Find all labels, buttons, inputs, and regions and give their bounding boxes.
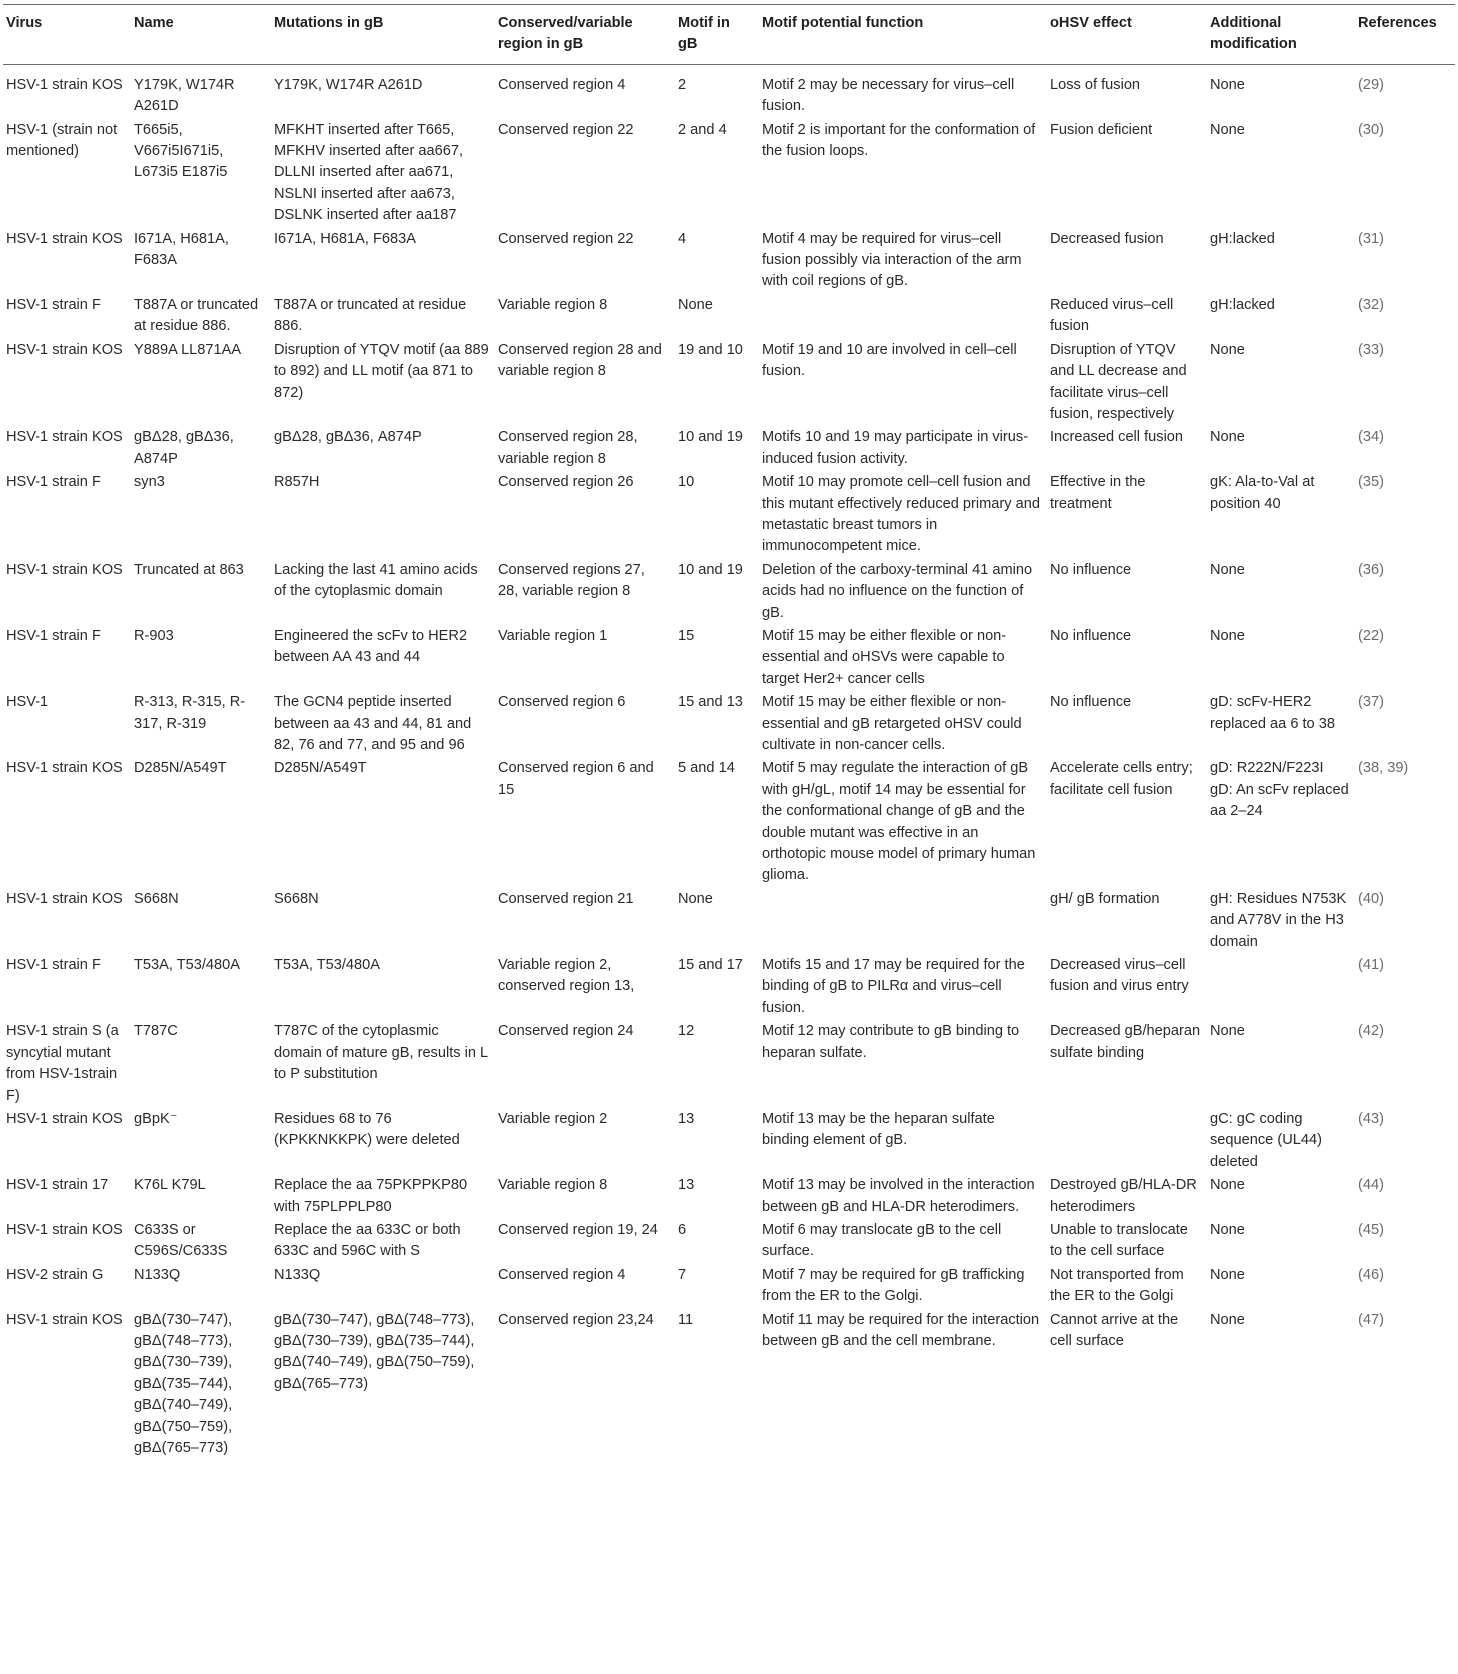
cell-additional-modification: gD: R222N/F223I gD: An scFv replaced aa 2–24 — [1210, 760, 1349, 820]
cell-name: T665i5, V667i5I671i5, L673i5 E187i5 — [134, 121, 228, 181]
cell-virus: HSV-1 strain F — [6, 627, 101, 644]
cell-name: gBΔ28, gBΔ36, A874P — [134, 429, 234, 467]
cell-motif-function: Motif 2 is important for the conformation of the fusion loops. — [762, 121, 1036, 160]
cell-ohsv-effect: No influence — [1050, 561, 1132, 578]
cell-reference[interactable]: (34) — [1358, 429, 1384, 446]
cell-mutations: S668N — [274, 890, 319, 907]
cell-name: S668N — [134, 890, 179, 907]
cell-reference[interactable]: (36) — [1358, 561, 1384, 578]
gb-mutations-table — [3, 4, 1455, 1460]
cell-mutations: T787C of the cytoplasmic domain of mature gB, results in L to P substitution — [274, 1023, 488, 1083]
cell-additional-modification: None — [1210, 1023, 1245, 1040]
cell-motif: None — [678, 296, 713, 313]
cell-name: I671A, H681A, F683A — [134, 230, 229, 269]
cell-mutations: N133Q — [274, 1266, 321, 1283]
cell-reference[interactable]: (45) — [1358, 1221, 1384, 1238]
cell-region: Conserved region 6 — [498, 694, 626, 711]
cell-motif: 10 — [678, 474, 695, 491]
cell-motif: 11 — [678, 1311, 694, 1328]
cell-additional-modification: None — [1210, 341, 1245, 358]
cell-motif: 10 and 19 — [678, 429, 743, 446]
cell-motif-function — [759, 294, 1047, 339]
cell-name: gBΔ(730–747), gBΔ(748–773), gBΔ(730–739), gBΔ(735–744), gBΔ(740–749), gBΔ(750–759), gBΔ(765–773) — [134, 1311, 233, 1456]
table-row — [3, 228, 1455, 294]
cell-virus: HSV-1 strain F — [6, 474, 101, 491]
cell-virus: HSV-1 strain F — [6, 957, 101, 974]
cell-region: Conserved region 28, variable region 8 — [498, 429, 638, 467]
column-header-virus: Virus — [3, 5, 131, 65]
table-row — [3, 64, 1455, 118]
cell-motif-function: Motif 13 may be the heparan sulfate binding element of gB. — [762, 1110, 995, 1149]
cell-ohsv-effect: No influence — [1050, 694, 1132, 711]
header-row — [3, 5, 1455, 65]
cell-name: Truncated at 863 — [134, 561, 244, 578]
cell-name: R-313, R-315, R-317, R-319 — [134, 694, 246, 732]
cell-motif-function: Motif 15 may be either flexible or non-essential and oHSVs were capable to target Her2+ cancer cells — [762, 627, 1007, 687]
cell-reference[interactable]: (32) — [1358, 296, 1384, 313]
cell-ohsv-effect: Unable to translocate to the cell surface — [1050, 1221, 1188, 1260]
cell-additional-modification: None — [1210, 627, 1245, 644]
cell-motif-function: Motif 19 and 10 are involved in cell–cell fusion. — [762, 341, 1017, 380]
cell-ohsv-effect: No influence — [1050, 627, 1132, 644]
table-row — [3, 1020, 1455, 1108]
cell-ohsv-effect: Not transported from the ER to the Golgi — [1050, 1266, 1184, 1305]
table-row — [3, 691, 1455, 757]
cell-mutations: Engineered the scFv to HER2 between AA 43 and 44 — [274, 627, 468, 666]
cell-virus: HSV-1 strain KOS — [6, 76, 123, 93]
cell-name: T787C — [134, 1023, 178, 1040]
cell-region: Conserved region 22 — [498, 230, 634, 247]
cell-reference[interactable]: (44) — [1358, 1177, 1384, 1194]
cell-region: Conserved regions 27, 28, variable region 8 — [498, 561, 645, 600]
cell-ohsv-effect: Cannot arrive at the cell surface — [1050, 1311, 1179, 1349]
cell-region: Variable region 2, conserved region 13, — [498, 957, 635, 995]
cell-motif: 6 — [678, 1221, 687, 1238]
cell-reference[interactable]: (37) — [1358, 694, 1384, 711]
cell-additional-modification — [1207, 954, 1355, 1020]
table-row — [3, 119, 1455, 228]
table-row — [3, 1264, 1455, 1309]
cell-reference[interactable]: (43) — [1358, 1110, 1384, 1127]
cell-virus: HSV-1 strain KOS — [6, 230, 123, 247]
cell-motif: 5 and 14 — [678, 760, 735, 777]
cell-mutations: T887A or truncated at residue 886. — [274, 296, 467, 335]
cell-ohsv-effect — [1047, 1108, 1207, 1174]
cell-reference[interactable]: (30) — [1358, 121, 1384, 138]
cell-additional-modification: gH: Residues N753K and A778V in the H3 domain — [1210, 890, 1347, 950]
cell-reference[interactable]: (47) — [1358, 1311, 1384, 1328]
cell-reference[interactable]: (42) — [1358, 1023, 1384, 1040]
cell-region: Conserved region 19, 24 — [498, 1221, 658, 1238]
cell-mutations: Replace the aa 75PKPPKP80 with 75PLPPLP80 — [274, 1177, 468, 1215]
cell-reference[interactable]: (38, 39) — [1358, 760, 1409, 777]
table-row — [3, 471, 1455, 559]
cell-virus: HSV-1 strain KOS — [6, 1311, 123, 1328]
cell-ohsv-effect: Loss of fusion — [1050, 76, 1141, 93]
cell-virus: HSV-1 strain KOS — [6, 561, 123, 578]
cell-mutations: R857H — [274, 474, 320, 491]
cell-mutations: I671A, H681A, F683A — [274, 230, 416, 247]
cell-reference[interactable]: (22) — [1358, 627, 1384, 644]
cell-ohsv-effect: Decreased gB/heparan sulfate binding — [1050, 1023, 1201, 1061]
cell-motif: 15 — [678, 627, 695, 644]
column-header-references: References — [1355, 5, 1455, 65]
cell-name: Y179K, W174R A261D — [134, 76, 235, 115]
cell-additional-modification: gH:lacked — [1210, 230, 1275, 247]
cell-motif-function: Motif 7 may be required for gB trafficking from the ER to the Golgi. — [762, 1266, 1025, 1305]
cell-motif-function: Motif 13 may be involved in the interaction between gB and HLA-DR heterodimers. — [762, 1177, 1035, 1215]
cell-mutations: gBΔ28, gBΔ36, A874P — [274, 429, 422, 446]
cell-additional-modification: None — [1210, 1177, 1245, 1194]
cell-additional-modification: None — [1210, 561, 1245, 578]
cell-virus: HSV-1 strain F — [6, 296, 101, 313]
cell-mutations: Residues 68 to 76 (KPKKNKKPK) were deleted — [274, 1110, 460, 1149]
cell-motif: 2 and 4 — [678, 121, 727, 138]
table-row — [3, 757, 1455, 887]
cell-virus: HSV-1 strain KOS — [6, 429, 123, 446]
column-header-additional-modification: Additional modification — [1207, 5, 1355, 65]
cell-motif-function: Motif 5 may regulate the interaction of gB with gH/gL, motif 14 may be essential for the conformational change of gB and the double mutant was effective in an orthotopic mouse model of primary human glioma. — [762, 760, 1036, 884]
cell-mutations: The GCN4 peptide inserted between aa 43 and 44, 81 and 82, 76 and 77, and 95 and 96 — [274, 694, 472, 753]
cell-additional-modification: gC: gC coding sequence (UL44) deleted — [1210, 1110, 1322, 1170]
cell-motif: 4 — [678, 230, 687, 247]
table-row — [3, 1309, 1455, 1461]
cell-additional-modification: None — [1210, 121, 1245, 138]
table-body — [3, 64, 1455, 1460]
cell-region: Variable region 8 — [498, 1177, 608, 1194]
cell-additional-modification: None — [1210, 1266, 1245, 1283]
cell-motif-function: Motif 11 may be required for the interaction between gB and the cell membrane. — [762, 1311, 1040, 1349]
cell-motif-function: Motif 6 may translocate gB to the cell surface. — [762, 1221, 1002, 1260]
cell-reference[interactable]: (41) — [1358, 957, 1384, 974]
cell-ohsv-effect: Reduced virus–cell fusion — [1050, 296, 1174, 335]
cell-region: Conserved region 23,24 — [498, 1311, 654, 1328]
table-row — [3, 1174, 1455, 1219]
cell-mutations: MFKHT inserted after T665, MFKHV inserted after aa667, DLLNI inserted after aa671, NSLNI inserted after aa673, DSLNK inserted after aa187 — [274, 121, 463, 224]
cell-mutations: Replace the aa 633C or both 633C and 596C with S — [274, 1221, 461, 1260]
cell-motif: 13 — [678, 1177, 695, 1194]
cell-name: R-903 — [134, 627, 174, 644]
cell-name: N133Q — [134, 1266, 181, 1283]
cell-motif-function — [759, 888, 1047, 954]
cell-name: D285N/A549T — [134, 760, 227, 777]
cell-name: syn3 — [134, 474, 165, 491]
cell-region: Conserved region 26 — [498, 474, 634, 491]
cell-region: Conserved region 6 and 15 — [498, 760, 654, 798]
table-row — [3, 294, 1455, 339]
table-row — [3, 559, 1455, 625]
cell-virus: HSV-1 strain 17 — [6, 1177, 109, 1194]
cell-additional-modification: gH:lacked — [1210, 296, 1275, 313]
column-header-name: Name — [131, 5, 271, 65]
cell-virus: HSV-1 — [6, 694, 49, 711]
cell-motif-function: Motifs 15 and 17 may be required for the binding of gB to PILRα and virus–cell fusion. — [762, 957, 1025, 1016]
cell-region: Conserved region 28 and variable region 8 — [498, 341, 662, 380]
cell-ohsv-effect: Disruption of YTQV and LL decrease and facilitate virus–cell fusion, respectively — [1050, 341, 1187, 422]
cell-region: Conserved region 24 — [498, 1023, 634, 1040]
cell-region: Variable region 8 — [498, 296, 608, 313]
cell-motif: 7 — [678, 1266, 687, 1283]
column-header-ohsv-effect: oHSV effect — [1047, 5, 1207, 65]
cell-motif-function: Motif 15 may be either flexible or non-essential and gB retargeted oHSV could cultivate in non-cancer cells. — [762, 694, 1022, 753]
cell-motif: None — [678, 890, 713, 907]
cell-name: K76L K79L — [134, 1177, 206, 1194]
cell-region: Conserved region 21 — [498, 890, 634, 907]
cell-motif-function: Motifs 10 and 19 may participate in virus-induced fusion activity. — [762, 429, 1029, 467]
cell-motif-function: Motif 2 may be necessary for virus–cell fusion. — [762, 76, 1015, 115]
cell-motif: 2 — [678, 76, 687, 93]
cell-reference[interactable]: (46) — [1358, 1266, 1384, 1283]
cell-additional-modification: None — [1210, 429, 1245, 446]
cell-virus: HSV-1 strain KOS — [6, 1221, 123, 1238]
cell-ohsv-effect: Effective in the treatment — [1050, 474, 1146, 512]
cell-reference[interactable]: (33) — [1358, 341, 1384, 358]
cell-mutations: Disruption of YTQV motif (aa 889 to 892) and LL motif (aa 871 to 872) — [274, 341, 489, 401]
cell-reference[interactable]: (29) — [1358, 76, 1384, 93]
cell-mutations: T53A, T53/480A — [274, 957, 381, 974]
cell-region: Variable region 1 — [498, 627, 608, 644]
cell-mutations: Lacking the last 41 amino acids of the cytoplasmic domain — [274, 561, 478, 600]
cell-ohsv-effect: Destroyed gB/HLA-DR heterodimers — [1050, 1177, 1197, 1215]
cell-motif-function: Motif 4 may be required for virus–cell fusion possibly via interaction of the arm with coil regions of gB. — [762, 230, 1022, 290]
cell-reference[interactable]: (31) — [1358, 230, 1384, 247]
cell-ohsv-effect: Decreased fusion — [1050, 230, 1164, 247]
cell-name: T53A, T53/480A — [134, 957, 241, 974]
column-header-region: Conserved/variable region in gB — [495, 5, 675, 65]
cell-virus: HSV-1 (strain not mentioned) — [6, 121, 118, 160]
column-header-mutations: Mutations in gB — [271, 5, 495, 65]
cell-additional-modification: None — [1210, 1311, 1245, 1328]
table-row — [3, 426, 1455, 471]
data-table-container — [3, 4, 1455, 1460]
cell-name: C633S or C596S/C633S — [134, 1221, 228, 1260]
cell-mutations: Y179K, W174R A261D — [274, 76, 423, 93]
cell-reference[interactable]: (40) — [1358, 890, 1384, 907]
cell-region: Conserved region 22 — [498, 121, 634, 138]
cell-name: T887A or truncated at residue 886. — [134, 296, 259, 335]
cell-motif-function: Deletion of the carboxy-terminal 41 amino acids had no influence on the function of gB. — [762, 561, 1033, 621]
cell-mutations: D285N/A549T — [274, 760, 367, 777]
cell-additional-modification: gD: scFv-HER2 replaced aa 6 to 38 — [1210, 694, 1335, 732]
cell-motif: 15 and 13 — [678, 694, 743, 711]
table-row — [3, 954, 1455, 1020]
cell-region: Conserved region 4 — [498, 1266, 626, 1283]
cell-motif: 10 and 19 — [678, 561, 743, 578]
cell-ohsv-effect: Decreased virus–cell fusion and virus entry — [1050, 957, 1189, 995]
table-row — [3, 888, 1455, 954]
cell-virus: HSV-1 strain KOS — [6, 760, 123, 777]
cell-motif-function: Motif 10 may promote cell–cell fusion and this mutant effectively reduced primary and metastatic breast tumors in immunocompetent mice. — [762, 474, 1040, 555]
cell-motif: 15 and 17 — [678, 957, 743, 974]
cell-additional-modification: gK: Ala-to-Val at position 40 — [1210, 474, 1315, 512]
cell-name: Y889A LL871AA — [134, 341, 242, 358]
cell-motif: 13 — [678, 1110, 695, 1127]
table-row — [3, 625, 1455, 691]
cell-name: gBpK⁻ — [134, 1110, 178, 1127]
column-header-motif: Motif in gB — [675, 5, 759, 65]
cell-ohsv-effect: Increased cell fusion — [1050, 429, 1184, 446]
column-header-motif-function: Motif potential function — [759, 5, 1047, 65]
cell-ohsv-effect: gH/ gB formation — [1050, 890, 1160, 907]
cell-additional-modification: None — [1210, 1221, 1245, 1238]
cell-additional-modification: None — [1210, 76, 1245, 93]
table-row — [3, 1219, 1455, 1264]
table-row — [3, 339, 1455, 427]
cell-motif-function: Motif 12 may contribute to gB binding to heparan sulfate. — [762, 1023, 1020, 1061]
cell-virus: HSV-1 strain KOS — [6, 1110, 123, 1127]
cell-virus: HSV-1 strain KOS — [6, 341, 123, 358]
cell-ohsv-effect: Fusion deficient — [1050, 121, 1153, 138]
cell-motif: 19 and 10 — [678, 341, 743, 358]
cell-ohsv-effect: Accelerate cells entry; facilitate cell fusion — [1050, 760, 1193, 798]
table-row — [3, 1108, 1455, 1174]
cell-mutations: gBΔ(730–747), gBΔ(748–773), gBΔ(730–739), gBΔ(735–744), gBΔ(740–749), gBΔ(750–759), gBΔ(765–773) — [274, 1311, 475, 1392]
cell-virus: HSV-2 strain G — [6, 1266, 104, 1283]
cell-reference[interactable]: (35) — [1358, 474, 1384, 491]
cell-region: Conserved region 4 — [498, 76, 626, 93]
cell-motif: 12 — [678, 1023, 695, 1040]
cell-virus: HSV-1 strain S (a syncytial mutant from HSV-1strain F) — [6, 1023, 119, 1104]
cell-virus: HSV-1 strain KOS — [6, 890, 123, 907]
cell-region: Variable region 2 — [498, 1110, 608, 1127]
